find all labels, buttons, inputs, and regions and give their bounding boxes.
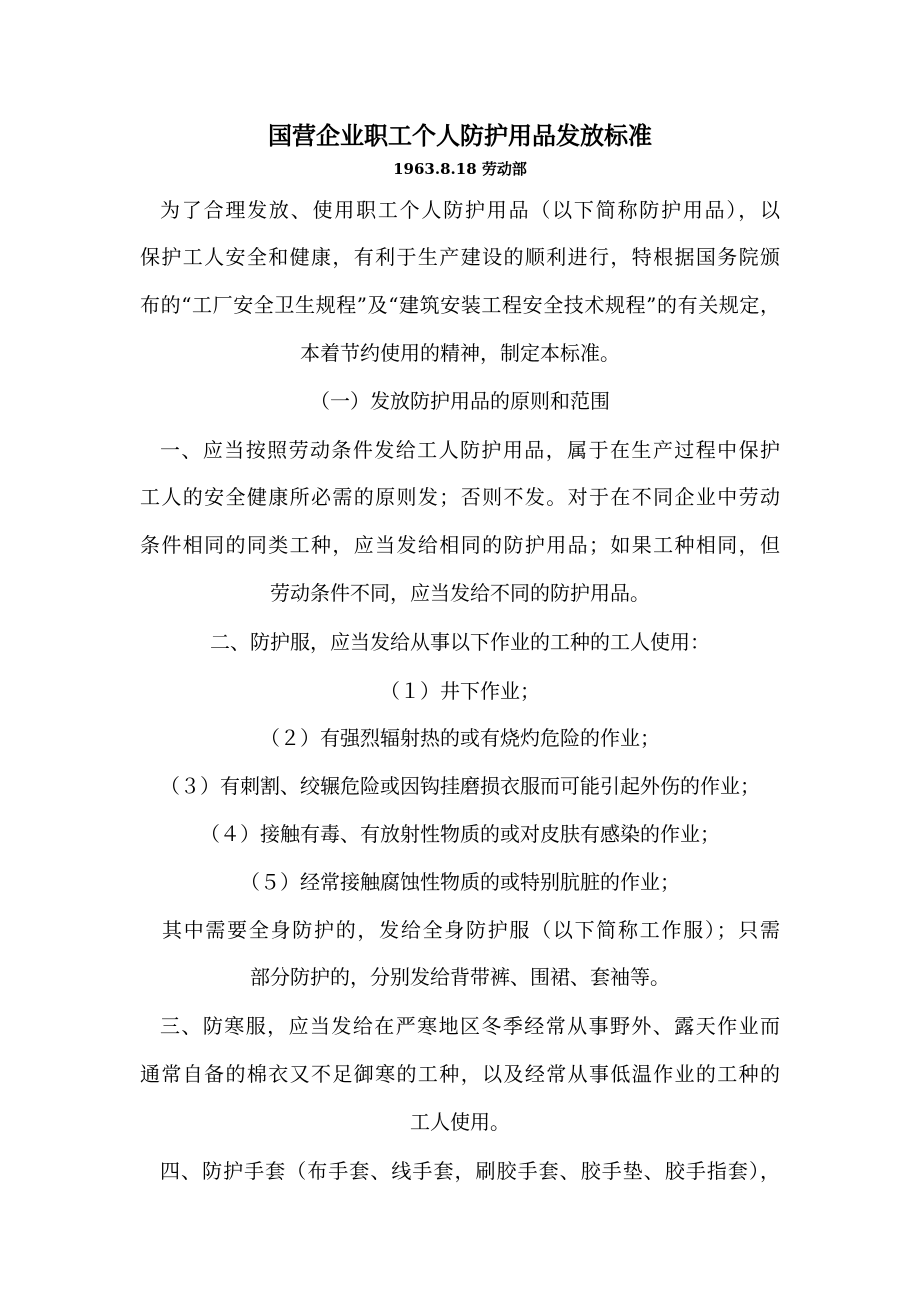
- issue-date-issuer: 1963.8.18 劳动部: [393, 160, 527, 178]
- item1-line-2: 工人的安全健康所必需的原则发；否则不发。对于在不同企业中劳动: [140, 485, 780, 509]
- item3-line-1: 三、防寒服，应当发给在严寒地区冬季经常从事野外、露天作业而: [160, 1014, 780, 1038]
- section-heading: （一）发放防护用品的原则和范围: [310, 389, 610, 413]
- intro-line-4: 本着节约使用的精神，制定本标准。: [300, 341, 620, 365]
- item2-list-item: （１）井下作业；: [380, 679, 540, 703]
- page-title: 国营企业职工个人防护用品发放标准: [268, 121, 652, 150]
- item3-line-2: 通常自备的棉衣又不足御寒的工种，以及经常从事低温作业的工种的: [140, 1062, 780, 1086]
- item2-heading: 二、防护服，应当发给从事以下作业的工种的工人使用：: [210, 630, 710, 654]
- item2-list-item: （４）接触有毒、有放射性物质的或对皮肤有感染的作业；: [200, 822, 720, 846]
- item1-line-4: 劳动条件不同，应当发给不同的防护用品。: [270, 581, 650, 605]
- intro-line-1: 为了合理发放、使用职工个人防护用品（以下简称防护用品），以: [160, 198, 780, 222]
- item1-line-3: 条件相同的同类工种，应当发给相同的防护用品；如果工种相同，但: [140, 533, 780, 557]
- item3-line-3: 工人使用。: [410, 1110, 510, 1134]
- item2-note-line-1: 其中需要全身防护的，发给全身防护服（以下简称工作服）；只需: [162, 918, 780, 942]
- intro-line-2: 保护工人安全和健康，有利于生产建设的顺利进行，特根据国务院颁: [140, 245, 780, 269]
- intro-line-3: 布的“工厂安全卫生规程”及“建筑安装工程安全技术规程”的有关规定，: [140, 293, 780, 317]
- item2-list-item: （２）有强烈辐射热的或有烧灼危险的作业；: [260, 726, 660, 750]
- item4-line-1: 四、防护手套（布手套、线手套，刷胶手套、胶手垫、胶手指套），: [160, 1159, 780, 1183]
- item2-list-item: （３）有刺割、绞辗危险或因钩挂磨损衣服而可能引起外伤的作业；: [160, 774, 760, 798]
- item1-line-1: 一、应当按照劳动条件发给工人防护用品，属于在生产过程中保护: [160, 438, 780, 462]
- item2-list-item: （５）经常接触腐蚀性物质的或特别肮脏的作业；: [240, 870, 680, 894]
- item2-note-line-2: 部分防护的，分别发给背带裤、围裙、套袖等。: [250, 965, 670, 989]
